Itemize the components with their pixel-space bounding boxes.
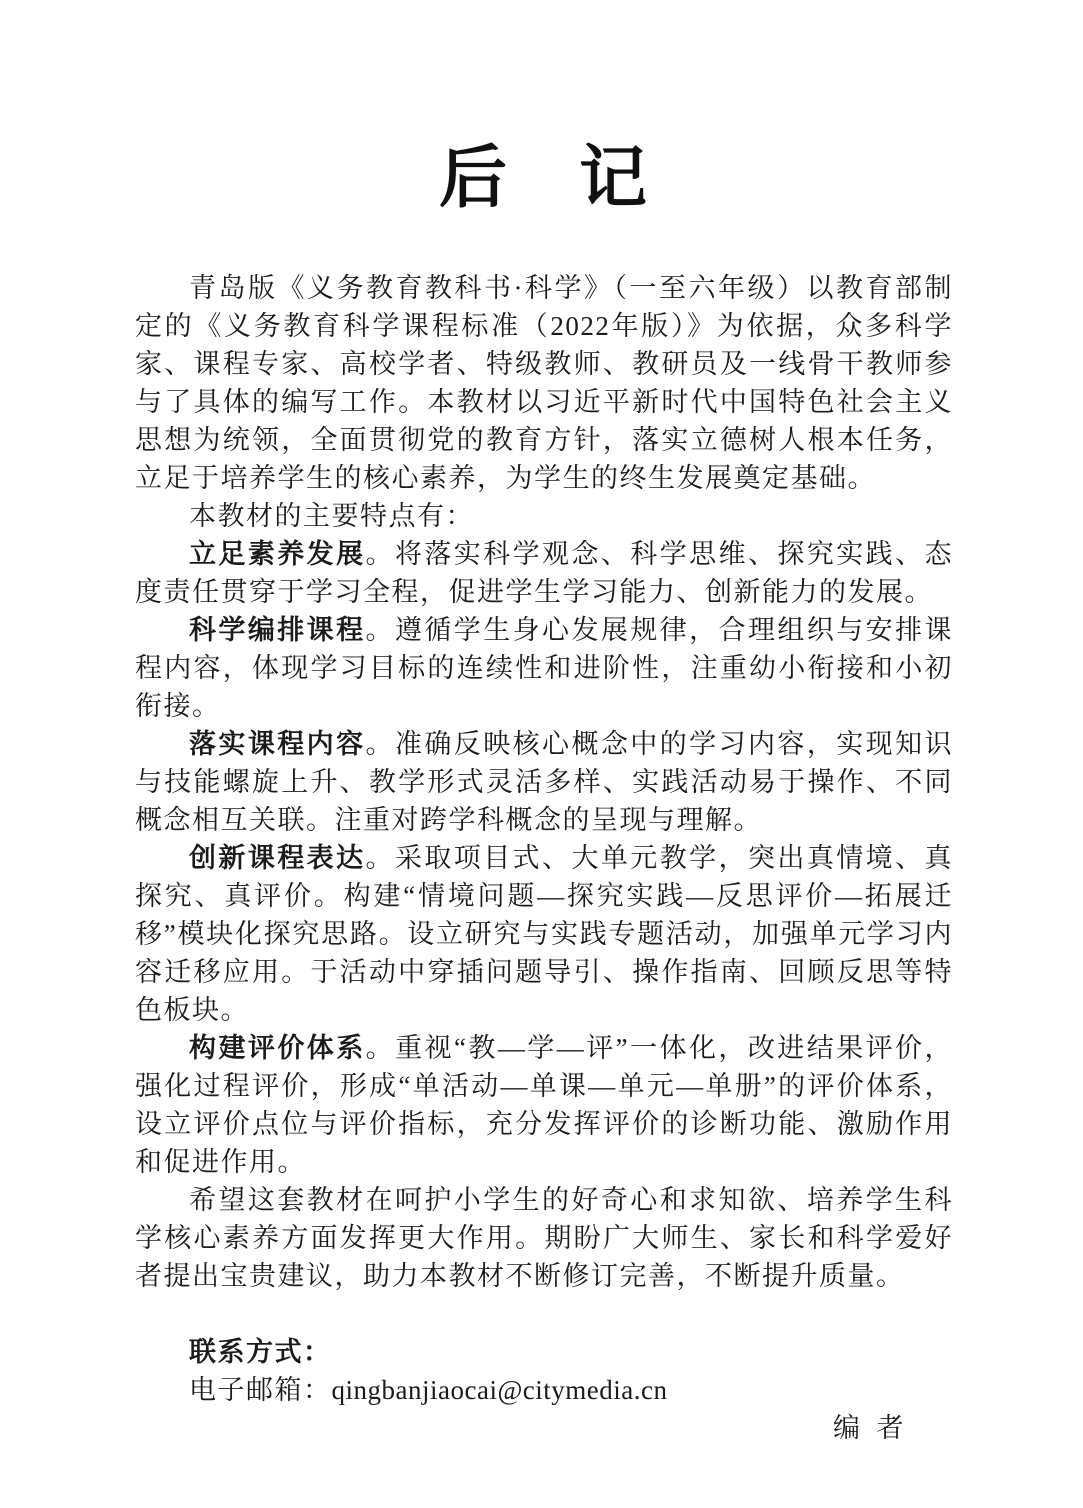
paragraph-text: 。遵循学生身心发展规律，合理组织与安排课程内容，体现学习目标的连续性和进阶性，注重幼小衔接和小初衔接。 <box>135 615 954 721</box>
paragraph-feature-1 <box>135 535 953 611</box>
paragraph-text: 本教材的主要特点有： <box>189 501 474 531</box>
paragraph-lead: 立足素养发展 <box>189 539 366 569</box>
page-title: 后 记 <box>438 140 649 216</box>
paragraph-feature-3 <box>135 725 953 839</box>
paragraph-text: 。采取项目式、大单元教学，突出真情境、真探究、真评价。构建“情境问题—探究实践—反思评价—拓展迁移”模块化探究思路。设立研究与实践专题活动，加强单元学习内容迁移应用。于活动中穿插问题导引、操作指南、回顾反思等特色板块。 <box>135 843 954 1025</box>
paragraph-text: 。将落实科学观念、科学思维、探究实践、态度责任贯穿于学习全程，促进学生学习能力、创新能力的发展。 <box>135 539 954 607</box>
email-label: 电子邮箱： <box>189 1375 332 1405</box>
paragraph-lead: 落实课程内容 <box>189 729 366 759</box>
paragraph-lead: 构建评价体系 <box>189 1033 366 1063</box>
email-address: qingbanjiaocai@citymedia.cn <box>331 1375 668 1405</box>
paragraph-lead: 创新课程表达 <box>189 843 366 873</box>
paragraph-text: 。准确反映核心概念中的学习内容，实现知识与技能螺旋上升、教学形式灵活多样、实践活动易于操作、不同概念相互关联。注重对跨学科概念的呈现与理解。 <box>135 729 954 835</box>
paragraph-feature-2 <box>135 611 953 725</box>
contact-heading-line <box>135 1333 953 1371</box>
paragraph-text: 青岛版《义务教育教科书·科学》（一至六年级）以教育部制定的《义务教育科学课程标准（2022年版）》为依据，众多科学家、课程专家、高校学者、特级教师、教研员及一线骨干教师参与了具体的编写工作。本教材以习近平新时代中国特色社会主义思想为统领，全面贯彻党的教育方针，落实立德树人根本任务，立足于培养学生的核心素养，为学生的终生发展奠定基础。 <box>135 273 953 493</box>
paragraph-closing <box>135 1181 953 1295</box>
paragraph-lead: 科学编排课程 <box>189 615 366 645</box>
contact-email-line <box>135 1371 953 1409</box>
body-content <box>135 269 953 1447</box>
contact-heading: 联系方式： <box>189 1337 332 1367</box>
contact-section <box>135 1333 953 1409</box>
paragraph-feature-4 <box>135 839 953 1029</box>
paragraph-feature-5 <box>135 1029 953 1181</box>
paragraph-features-intro <box>135 497 953 535</box>
paragraph-intro <box>135 269 953 497</box>
author-signature: 编 者 <box>833 1413 905 1443</box>
paragraph-text: 希望这套教材在呵护小学生的好奇心和求知欲、培养学生科学核心素养方面发挥更大作用。期盼广大师生、家长和科学爱好者提出宝贵建议，助力本教材不断修订完善，不断提升质量。 <box>135 1185 953 1291</box>
paragraph-text: 。重视“教—学—评”一体化，改进结果评价，强化过程评价，形成“单活动—单课—单元—单册”的评价体系，设立评价点位与评价指标，充分发挥评价的诊断功能、激励作用和促进作用。 <box>135 1033 954 1177</box>
